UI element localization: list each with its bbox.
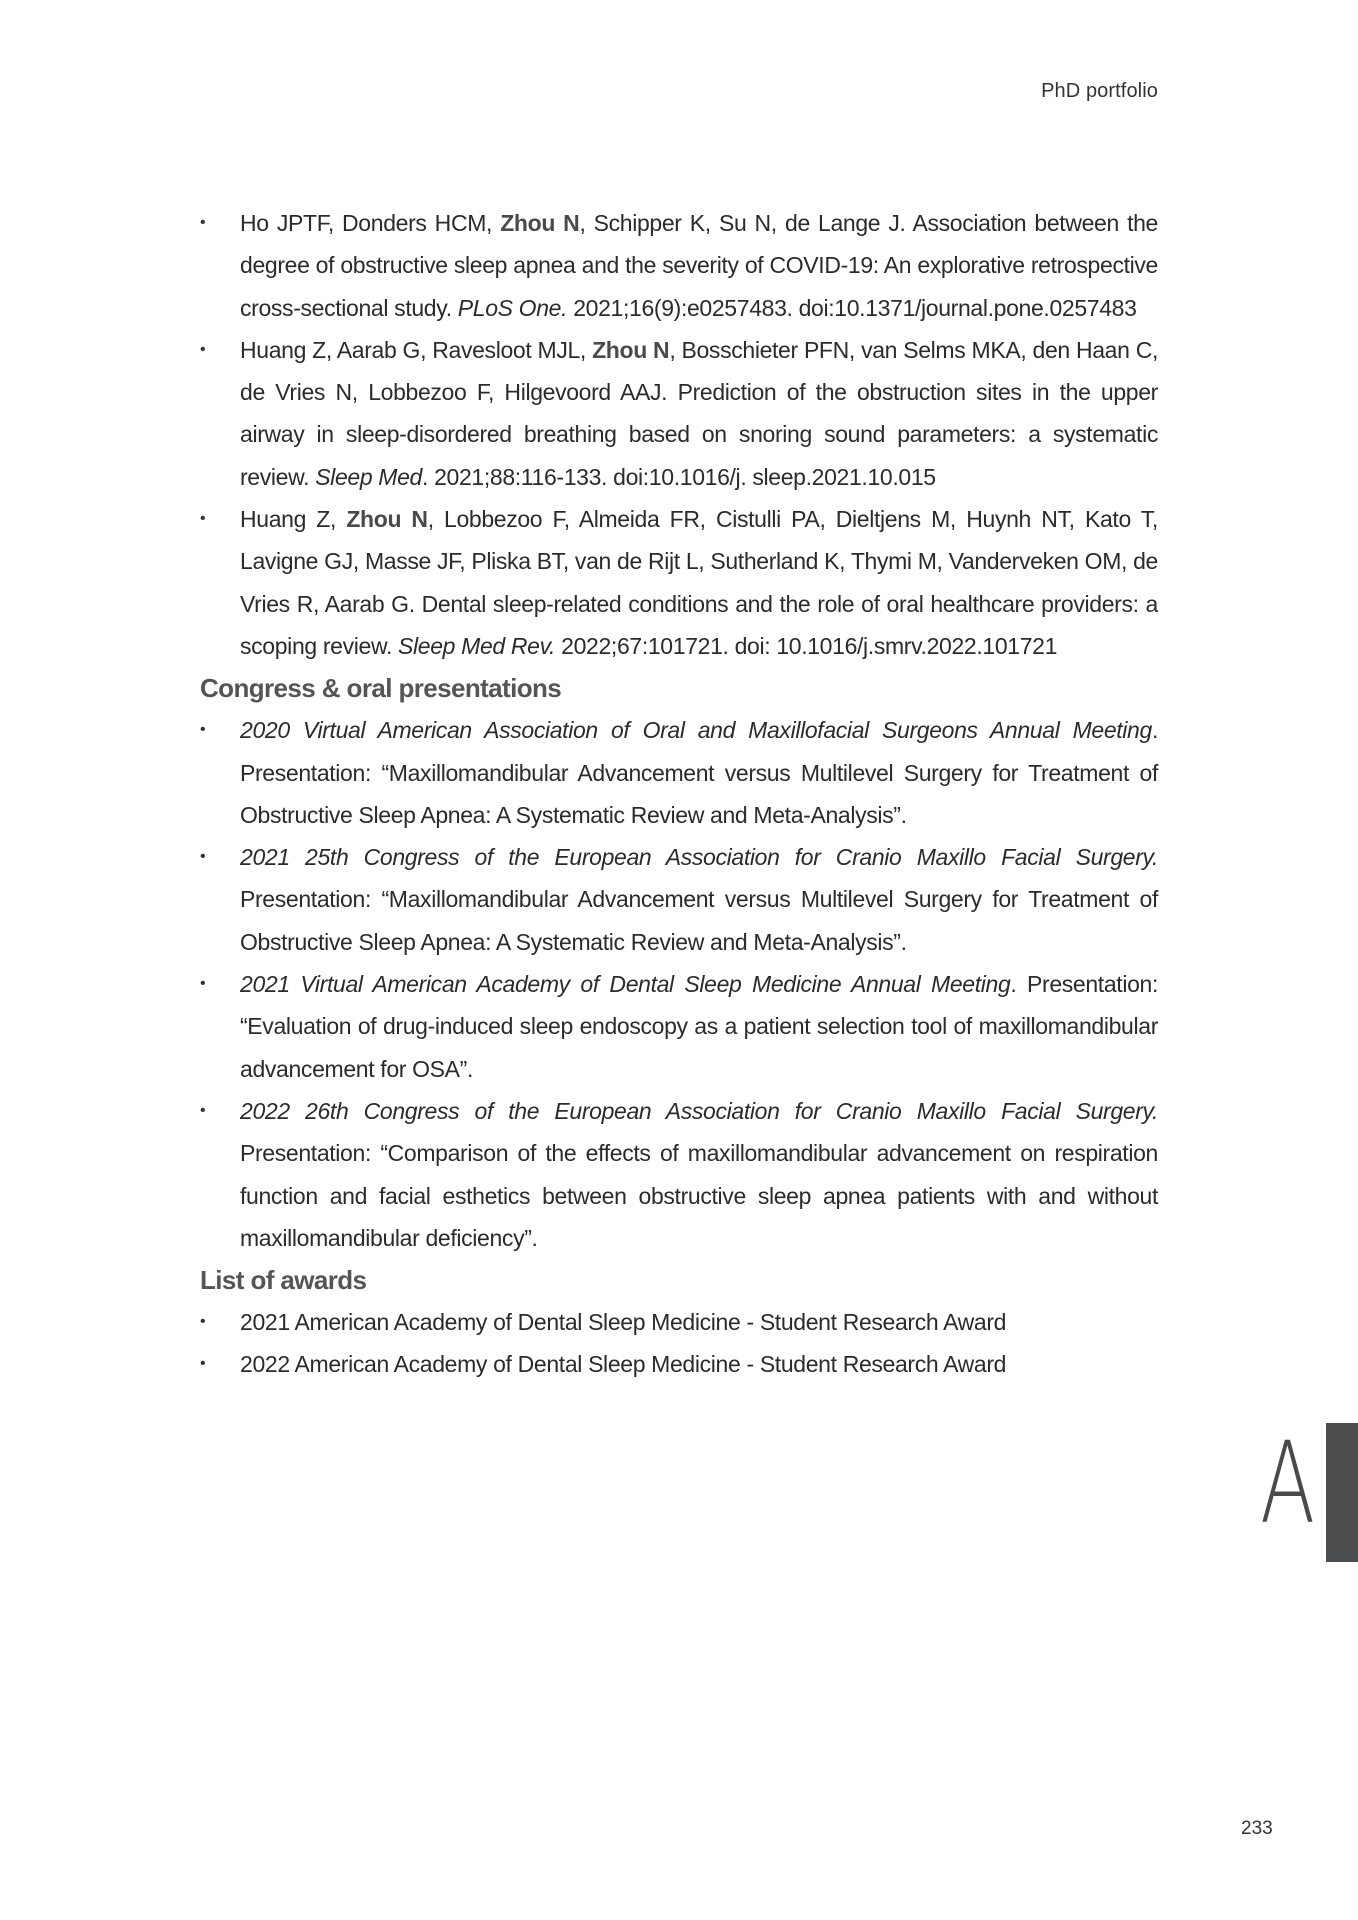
congress-presentation: . Presentation: “Evaluation of drug-induced sleep endoscopy as a patient selection tool of maxillomandibular advancement for OSA”. bbox=[240, 971, 1159, 1082]
congress-year: 2021 bbox=[240, 844, 306, 871]
publication-item bbox=[200, 498, 1158, 667]
publication-item bbox=[200, 202, 1158, 329]
bullet-icon: • bbox=[200, 721, 206, 739]
page-content bbox=[200, 202, 1158, 1386]
congress-presentation: Presentation: “Comparison of the effects of maxillomandibular advancement on respiration function and facial esthetics between obstructive sleep apnea patients with and without maxillomandibular deficiency”. bbox=[240, 1140, 1158, 1251]
citation: 2021;16(9):e0257483. doi:10.1371/journal.pone.0257483 bbox=[567, 294, 1137, 321]
congress-item bbox=[200, 836, 1158, 963]
authors-after: , Schipper K, Su N, de Lange J. Association between the degree of obstructive sleep apnea and the severity of COVID-19: An explorative retrospective cross-sectional study. bbox=[240, 210, 1158, 321]
chapter-letter: A bbox=[1260, 1419, 1316, 1549]
congress-event: 26th Congress of the European Association for Cranio Maxillo Facial Surgery. bbox=[305, 1097, 1158, 1124]
bullet-icon: • bbox=[200, 340, 206, 358]
bullet-icon: • bbox=[200, 510, 206, 528]
congress-year: 2021 bbox=[240, 971, 301, 998]
congress-year: 2020 bbox=[240, 717, 303, 744]
congress-presentation: Presentation: “Maxillomandibular Advancement versus Multilevel Surgery for Treatment of Obstructive Sleep Apnea: A Systematic Review and Meta-Analysis”. bbox=[240, 886, 1158, 955]
award-item bbox=[200, 1301, 1158, 1343]
bullet-icon: • bbox=[200, 1355, 206, 1373]
award-text: 2022 American Academy of Dental Sleep Medicine - Student Research Award bbox=[240, 1351, 1007, 1378]
citation: 2022;67:101721. doi: 10.1016/j.smrv.2022.101721 bbox=[555, 632, 1058, 659]
bullet-icon: • bbox=[200, 214, 206, 231]
congress-heading: Congress & oral presentations bbox=[200, 673, 562, 704]
journal-name: Sleep Med bbox=[315, 463, 422, 490]
award-text: 2021 American Academy of Dental Sleep Medicine - Student Research Award bbox=[240, 1309, 1007, 1336]
publication-list bbox=[200, 202, 1158, 667]
awards-heading: List of awards bbox=[200, 1265, 367, 1296]
congress-year: 2022 bbox=[240, 1097, 306, 1124]
citation: . 2021;88:116-133. doi:10.1016/j. sleep.2021.10.015 bbox=[422, 463, 936, 490]
page-number: 233 bbox=[1241, 1818, 1273, 1839]
award-item bbox=[200, 1343, 1158, 1385]
authors-after: , Lobbezoo F, Almeida FR, Cistulli PA, Dieltjens M, Huynh NT, Kato T, Lavigne GJ, Masse JF, Pliska BT, van de Rijt L, Sutherland K, Thymi M, Vanderveken OM, de Vries R, Aarab G. Dental sleep-related conditions and the role of oral healthcare providers: a scoping review. bbox=[240, 506, 1158, 659]
bullet-icon: • bbox=[200, 975, 206, 993]
bullet-icon: • bbox=[200, 1101, 206, 1119]
highlighted-author: Zhou N bbox=[500, 210, 580, 236]
journal-name: Sleep Med Rev. bbox=[398, 632, 556, 659]
journal-name: PLoS One. bbox=[457, 294, 568, 321]
authors-after: , Bosschieter PFN, van Selms MKA, den Haan C, de Vries N, Lobbezoo F, Hilgevoord AAJ. Prediction of the obstruction sites in the upper airway in sleep-disordered breathing based on snoring sound parameters: a systematic review. bbox=[240, 336, 1158, 490]
congress-presentation: . Presentation: “Maxillomandibular Advancement versus Multilevel Surgery for Treatment of Obstructive Sleep Apnea: A Systematic Review and Meta-Analysis”. bbox=[240, 717, 1158, 828]
authors-before: Huang Z, Aarab G, Ravesloot MJL, bbox=[240, 336, 593, 363]
bullet-icon: • bbox=[200, 1313, 206, 1331]
congress-item bbox=[200, 963, 1158, 1090]
chapter-tab-marker bbox=[1326, 1423, 1358, 1562]
congress-item bbox=[200, 1090, 1158, 1259]
authors-before: Ho JPTF, Donders HCM, bbox=[240, 210, 501, 236]
congress-event: 25th Congress of the European Association for Cranio Maxillo Facial Surgery. bbox=[305, 844, 1158, 871]
congress-item bbox=[200, 709, 1158, 836]
running-header: PhD portfolio bbox=[1041, 80, 1158, 102]
bullet-icon: • bbox=[200, 848, 206, 866]
congress-list bbox=[200, 709, 1158, 1259]
awards-list bbox=[200, 1301, 1158, 1386]
congress-event: Virtual American Association of Oral and Maxillofacial Surgeons Annual Meeting bbox=[302, 717, 1152, 744]
congress-event: Virtual American Academy of Dental Sleep Medicine Annual Meeting bbox=[300, 971, 1011, 998]
highlighted-author: Zhou N bbox=[346, 506, 428, 533]
highlighted-author: Zhou N bbox=[592, 336, 670, 363]
publication-item bbox=[200, 329, 1158, 498]
authors-before: Huang Z, bbox=[240, 506, 347, 533]
